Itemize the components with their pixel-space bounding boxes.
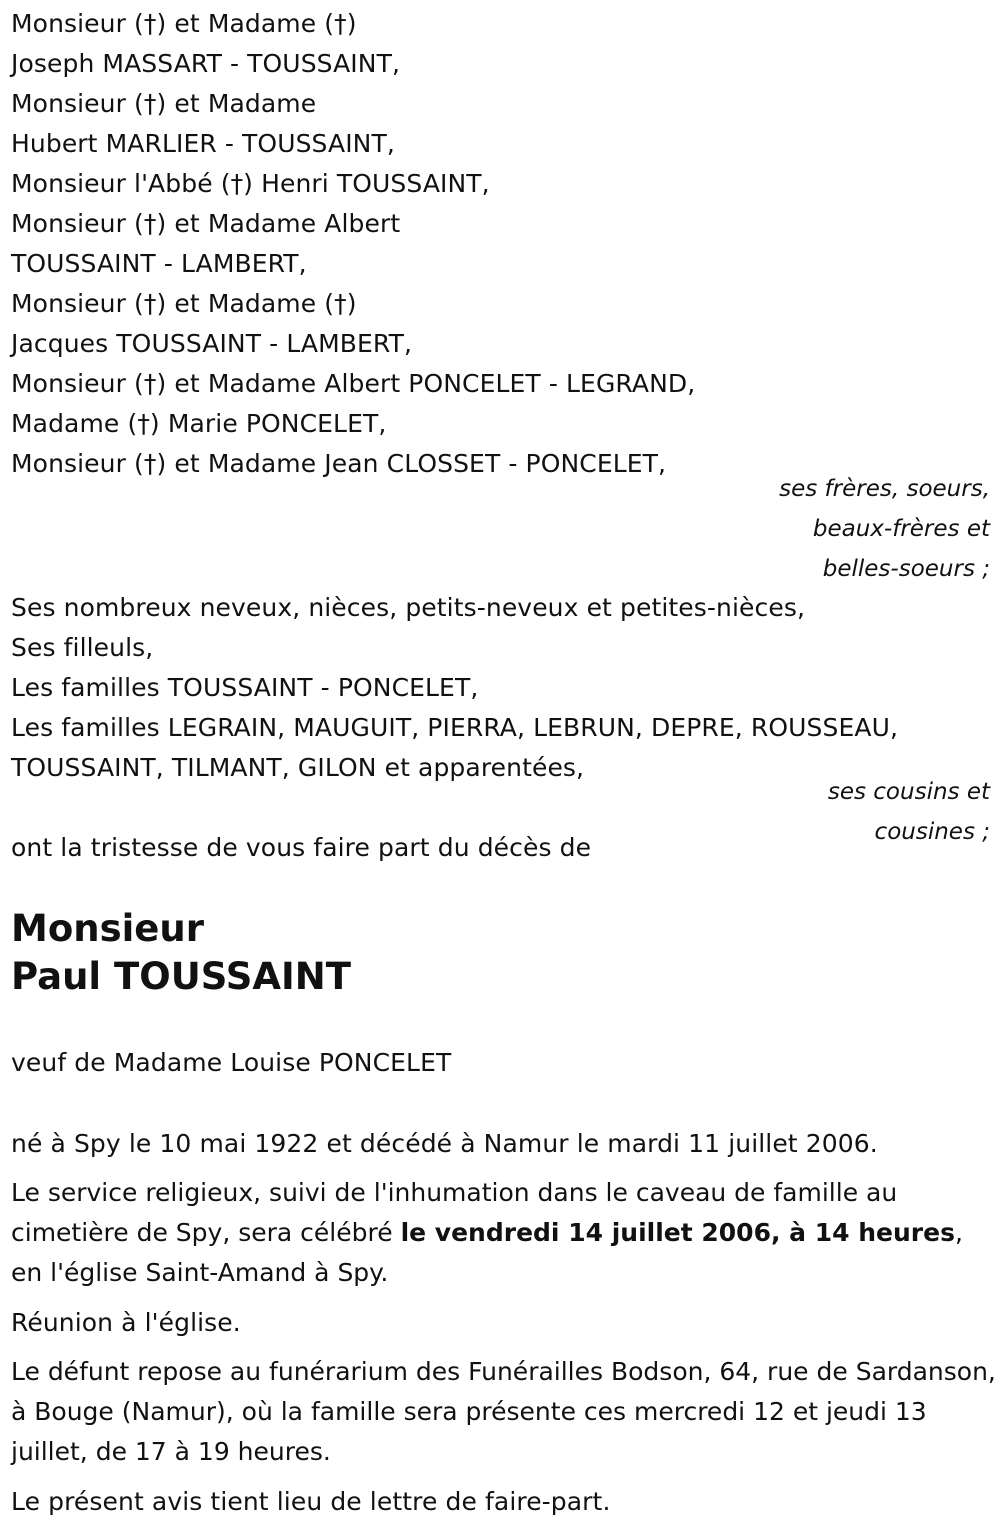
family-line: Monsieur (†) et Madame bbox=[11, 89, 317, 118]
others-line: Ses nombreux neveux, nièces, petits-neveux et petites-nièces, bbox=[11, 593, 805, 622]
family-line: Monsieur l'Abbé (†) Henri TOUSSAINT, bbox=[11, 169, 490, 198]
others-line: Les familles TOUSSAINT - PONCELET, bbox=[11, 673, 479, 702]
others-line: Ses filleuls, bbox=[11, 633, 154, 662]
family-line: Joseph MASSART - TOUSSAINT, bbox=[11, 49, 400, 78]
service-text-part1: Le service religieux, suivi de l'inhumation dans le caveau de famille au cimetière de Spy, sera célébré bbox=[11, 1178, 898, 1247]
family-line: Monsieur (†) et Madame (†) bbox=[11, 9, 357, 38]
family-line: Monsieur (†) et Madame Albert bbox=[11, 209, 401, 238]
family-line: Monsieur (†) et Madame Jean CLOSSET - PONCELET, bbox=[11, 449, 667, 478]
others-line: Les familles LEGRAIN, MAUGUIT, PIERRA, LEBRUN, DEPRE, ROUSSEAU, bbox=[11, 713, 899, 742]
service-text-part2: , en l'église Saint-Amand à Spy. bbox=[11, 1218, 963, 1287]
widower-text: veuf de Madame Louise PONCELET bbox=[11, 1048, 452, 1077]
announcement-text: ont la tristesse de vous faire part du décès de bbox=[11, 833, 592, 862]
relation-siblings-line: belles-soeurs ; bbox=[822, 556, 990, 582]
relation-cousins-line: ses cousins et bbox=[827, 779, 990, 805]
relation-siblings-line: beaux-frères et bbox=[812, 516, 990, 542]
closing-text: Le présent avis tient lieu de lettre de faire-part. bbox=[11, 1487, 611, 1516]
family-line: Monsieur (†) et Madame Albert PONCELET - LEGRAND, bbox=[11, 369, 696, 398]
birth-death-text: né à Spy le 10 mai 1922 et décédé à Namur le mardi 11 juillet 2006. bbox=[11, 1129, 878, 1158]
family-line: Monsieur (†) et Madame (†) bbox=[11, 289, 357, 318]
reunion-text: Réunion à l'église. bbox=[11, 1308, 241, 1337]
repose-paragraph: Le défunt repose au funérarium des Funérailles Bodson, 64, rue de Sardanson, à Bouge (Namur), où la famille sera présente ces mercredi 12 et jeudi 13 juillet, de 17 à 19 heures. bbox=[11, 1357, 996, 1466]
service-datetime: le vendredi 14 juillet 2006, à 14 heures bbox=[400, 1218, 955, 1247]
relation-cousins-line: cousines ; bbox=[874, 819, 990, 845]
service-paragraph bbox=[11, 1173, 996, 1293]
family-line: Madame (†) Marie PONCELET, bbox=[11, 409, 387, 438]
others-line: TOUSSAINT, TILMANT, GILON et apparentées, bbox=[11, 753, 585, 782]
deceased-title: Monsieur bbox=[11, 907, 204, 950]
family-line: Hubert MARLIER - TOUSSAINT, bbox=[11, 129, 395, 158]
deceased-name: Paul TOUSSAINT bbox=[11, 955, 351, 998]
family-line: TOUSSAINT - LAMBERT, bbox=[11, 249, 307, 278]
family-line: Jacques TOUSSAINT - LAMBERT, bbox=[11, 329, 413, 358]
relation-siblings-line: ses frères, soeurs, bbox=[779, 476, 990, 502]
